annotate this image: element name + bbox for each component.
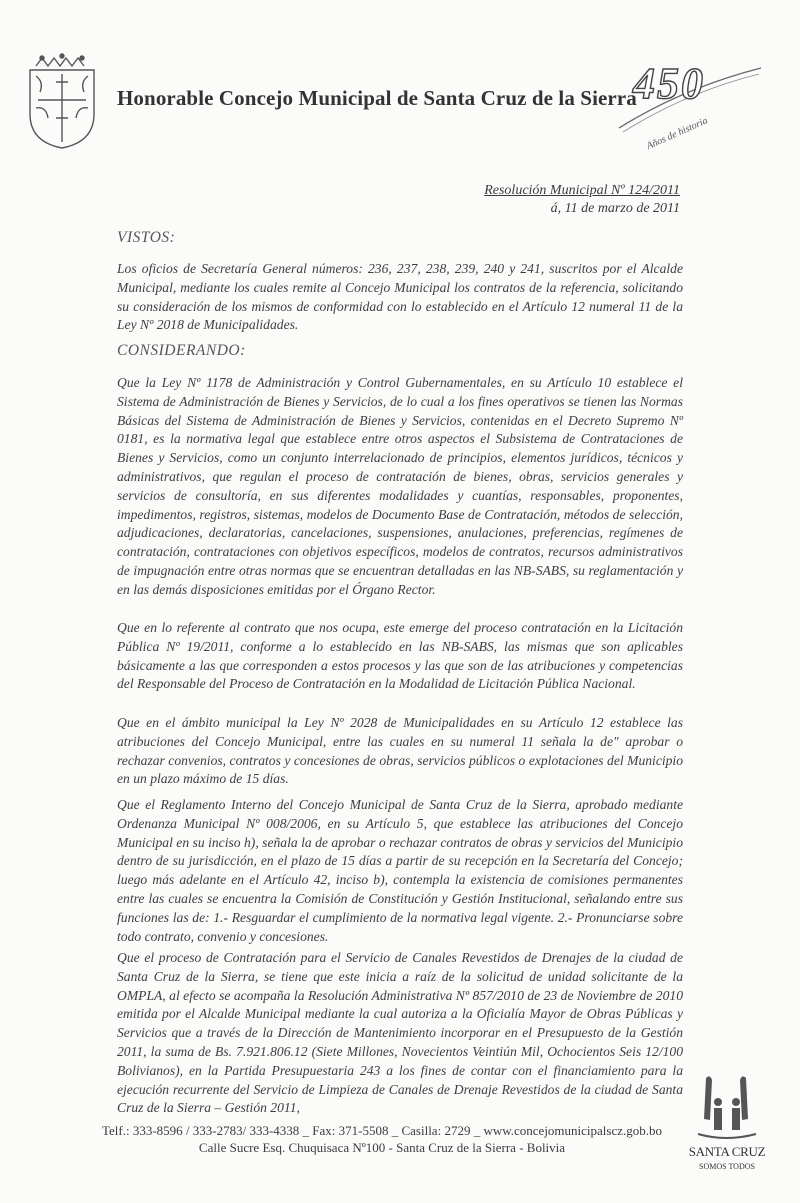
- vistos-paragraph: Los oficios de Secretaría General números: 236, 237, 238, 239, 240 y 241, suscritos por el Alcalde Municipal, mediante los cuales remite al Concejo Municipal los contratos de la referencia, solicitando su consideración de los mismos de conformidad con lo establecido en el Artículo 12 numeral 11 de la Ley Nº 2018 de Municipalidades.: [117, 261, 683, 333]
- people-figures-icon: [688, 1074, 766, 1144]
- anniversary-logo: [613, 58, 763, 158]
- resolution-header: [484, 182, 680, 218]
- santa-cruz-logo: [688, 1074, 766, 1184]
- considerando-paragraph-2: Que en lo referente al contrato que nos ocupa, este emerge del proceso contratación en la Licitación Pública Nº 19/2011, conforme a lo establecido en las NB-SABS, las mismas que son aplicables básicamente a las que corresponden a estos procesos y las que son de las atribuciones y competencias del Responsable del Proceso de Contratación en la Modalidad de Licitación Pública Nacional.: [117, 620, 683, 692]
- anniversary-text: Años de historia: [645, 115, 710, 153]
- considerando-paragraph-3: Que en el ámbito municipal la Ley Nº 2028 de Municipalidades en su Artículo 12 establece las atribuciones del Concejo Municipal, entre las cuales en su numeral 11 señala la de" aprobar o rechazar convenios, contratos y concesiones de obras, servicios públicos o explotaciones del Municipio en un plazo máximo de 15 días.: [117, 715, 683, 787]
- footer-contact-line: Telf.: 333-8596 / 333-2783/ 333-4338 _ Fax: 371-5508 _ Casilla: 2729 _ www.concejomunicipalscz.gob.bo: [101, 1123, 663, 1138]
- considerando-heading: CONSIDERANDO:: [117, 342, 246, 359]
- organization-title: Honorable Concejo Municipal de Santa Cruz de la Sierra: [117, 86, 637, 110]
- resolution-title: Resolución Municipal Nº 124/2011: [484, 183, 680, 198]
- logo-name: SANTA CRUZ: [688, 1144, 766, 1159]
- anniversary-number: 450: [633, 59, 705, 108]
- footer: [62, 1122, 702, 1156]
- coat-of-arms-icon: [22, 52, 102, 150]
- resolution-date: á, 11 de marzo de 2011: [550, 201, 680, 216]
- footer-address-line: Calle Sucre Esq. Chuquisaca Nº100 - Santa Cruz de la Sierra - Bolivia: [198, 1140, 566, 1155]
- considerando-paragraph-1: Que la Ley Nº 1178 de Administración y Control Gubernamentales, en su Artículo 10 establece el Sistema de Administración de Bienes y Servicios, de lo cual a los fines operativos se tienen las Normas Básicas del Sistema de Administración de Bienes y Servicios, contenidas en el Decreto Supremo Nº 0181, es la normativa legal que establece entre otros aspectos el Subsistema de Contrataciones de Bienes y Servicios, como un conjunto interrelacionado de principios, elementos jurídicos, técnicos y administrativos, que regulan el proceso de contratación de bienes, obras, servicios generales y servicios de consultoría, en sus diferentes modalidades y cuantías, responsables, proponentes, impedimentos, registros, sistemas, modelos de Documento Base de Contratación, métodos de selección, adjudicaciones, declaratorias, cancelaciones, suspensiones, anulaciones, preferencias, regímenes de contratación, contrataciones con objetivos específicos, modelos de contratos, recursos administrativos de impugnación entre otras normas que se encuentran detalladas en las NB-SABS, su reglamentación y en las demás disposiciones emitidas por el Órgano Rector.: [117, 375, 683, 597]
- considerando-paragraph-5: Que el proceso de Contratación para el Servicio de Canales Revestidos de Drenajes de la ciudad de Santa Cruz de la Sierra, se tiene que este inicia a raíz de la solicitud de unidad solicitante de la OMPLA, al efecto se acompaña la Resolución Administrativa Nº 857/2010 de 23 de Noviembre de 2010 emitida por el Alcalde Municipal mediante la cual autoriza a la Oficialía Mayor de Obras Públicas y Servicios que a través de la Dirección de Mantenimiento incorporar en el Presupuesto de la Gestión 2011, la suma de Bs. 7.921.806.12 (Siete Millones, Novecientos Veintiún Mil, Ochocientos Seis 12/100 Bolivianos), en la Partida Presupuestaria 243 a los fines de contar con el financiamiento para la ejecución recurrente del Servicio de Limpieza de Canales de Drenaje Revestidos de la ciudad de Santa Cruz de la Sierra – Gestión 2011,: [117, 950, 683, 1116]
- logo-tagline: SOMOS TODOS: [699, 1162, 755, 1171]
- considerando-paragraph-4: Que el Reglamento Interno del Concejo Municipal de Santa Cruz de la Sierra, aprobado mediante Ordenanza Municipal Nº 008/2006, en su Artículo 5, que establece las atribuciones del Concejo Municipal en su inciso h), señala la de aprobar o rechazar contratos de obras y servicios del Municipio dentro de su jurisdicción, en el plazo de 15 días a partir de su recepción en la Secretaría del Concejo; luego más adelante en el Artículo 42, inciso b), contempla la existencia de comisiones permanentes entre las cuales se encuentra la Comisión de Constitución y Gestión Institucional, señalando entre sus funciones las de: 1.- Resguardar el cumplimiento de la normativa legal vigente. 2.- Pronunciarse sobre todo contrato, convenio y concesiones.: [117, 797, 683, 944]
- vistos-heading: VISTOS:: [117, 229, 176, 246]
